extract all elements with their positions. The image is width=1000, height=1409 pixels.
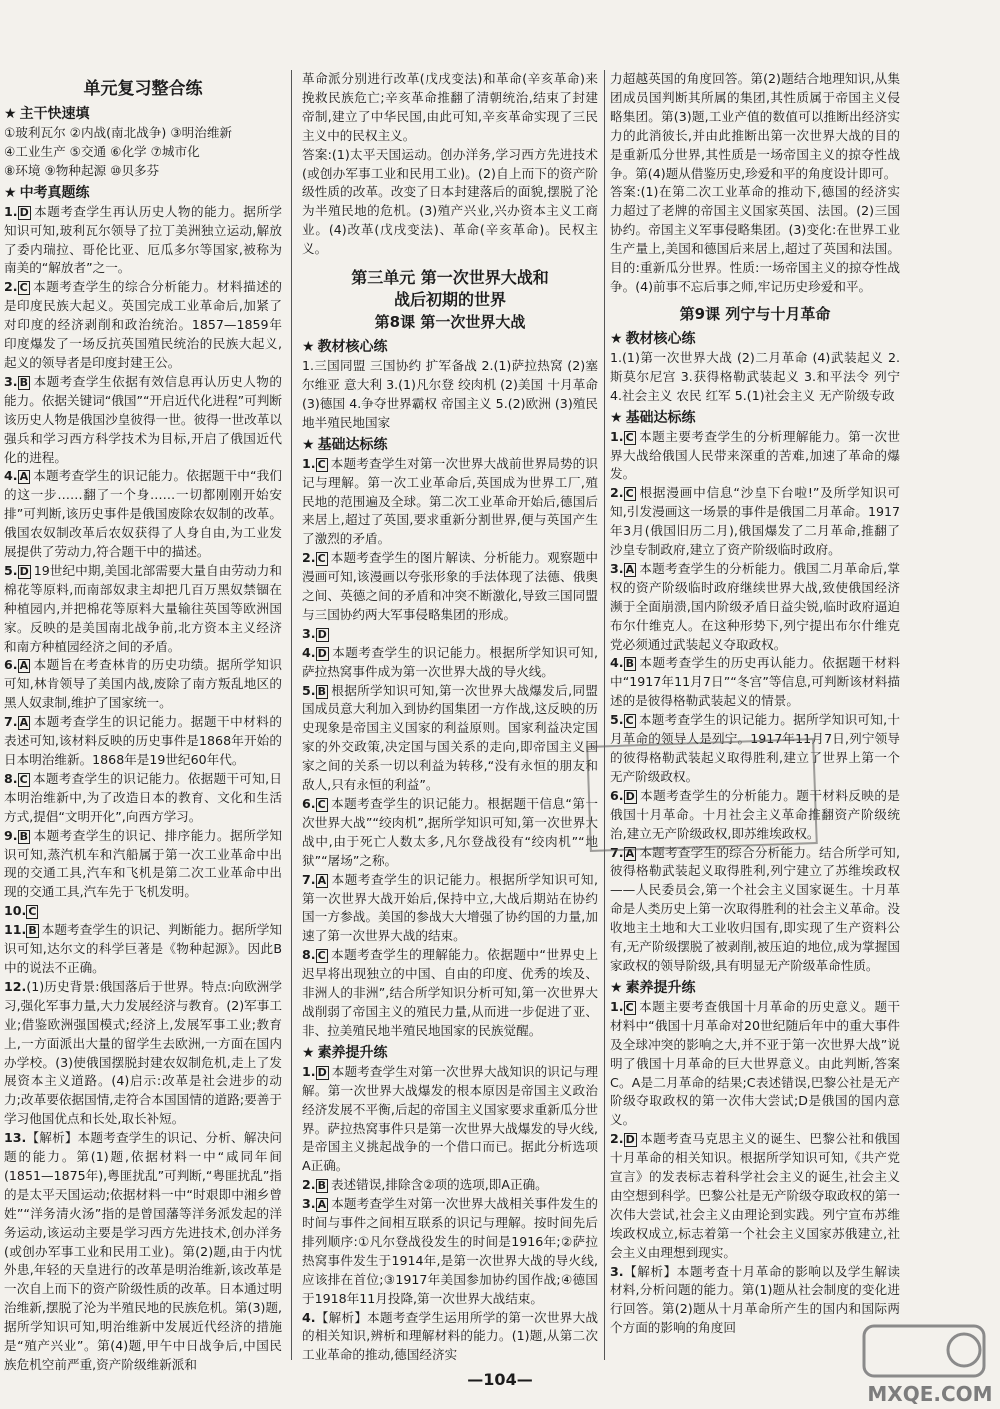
fill-in-answers — [4, 124, 282, 181]
star-icon: ★ — [302, 436, 315, 453]
answer-list — [302, 455, 598, 1041]
item-number: 2. — [302, 1177, 316, 1193]
answer-item — [4, 770, 282, 827]
section-heading: ★ 素养提升练 — [302, 1044, 388, 1061]
text-line: 1.(1)第一次世界大战 (2)二月革命 (4)武装起义 2.斯莫尔尼宫 3.获得格勒武装起义 3.和平法令 列宁 4.社会主义 农民 红军 5.(1)社会主义 无产阶级专政 — [610, 349, 900, 403]
item-text: 本题考查马克思主义的诞生、巴黎公社和俄国十月革命的相关知识。根据所学知识可知,《共产党宣言》的发表标志着科学社会主义的诞生,社会主义由空想到科学。巴黎公社是无产阶级夺取政权的第一次伟大尝试,社会主义由理论到实践。列宁宣布苏维埃政权成立,标志着第一个社会主义国家苏俄建立,社会主义由理想到现实。 — [610, 1131, 900, 1260]
answer-item — [610, 1130, 900, 1262]
answer-item — [302, 682, 598, 795]
answer-item — [302, 455, 598, 550]
answer-item — [302, 795, 598, 871]
answer-choice-box: D — [19, 564, 29, 578]
star-icon: ★ — [610, 979, 623, 996]
item-text: 根据漫画中信息“沙皇下台啦!”及所学知识可知,引发漫画这一场景的事件是俄国二月革命。1917年3月(俄国旧历二月),俄国爆发了二月革命,推翻了沙皇专制政府,建立了资产阶级临时政府。 — [610, 485, 900, 558]
answer-choice-box: D — [625, 1133, 635, 1147]
item-number: 2. — [302, 550, 316, 566]
answer-item — [302, 1063, 598, 1176]
answer-item — [610, 1263, 900, 1339]
answer-choice-box: C — [28, 905, 37, 919]
page-number: —104— — [467, 1370, 533, 1389]
answer-choice-box: C — [317, 457, 326, 471]
item-text: 本题考查学生的识记、排序能力。据所学知识可知,蒸汽机车和汽船属于第一次工业革命中出现的交通工具,汽车和飞机是第二次工业革命中出现的交通工具,汽车先于飞机发明。 — [4, 827, 282, 900]
item-number: 1. — [302, 1063, 316, 1079]
answer-item — [302, 1309, 598, 1366]
continued-text — [610, 70, 900, 297]
item-number: 8. — [4, 770, 18, 786]
answer-item — [302, 1176, 598, 1195]
item-text: 本题考查学生再认历史人物的能力。据所学知识可知,玻利瓦尔领导了拉丁美洲独立运动,解放了委内瑞拉、哥伦比亚、厄瓜多尔等国家,被称为南美的“解放者”之一。 — [4, 203, 282, 276]
answer-item — [610, 560, 900, 655]
section-heading: ★ 中考真题练 — [4, 184, 90, 201]
item-text: 本题考查学生的识记能力。依据题干中“我们的这一步……翻了一个身……一切都刚刚开始安排”可判断,该历史事件是俄国废除农奴制的改革。俄国农奴制改革后农奴获得了人身自由,为工业发展提供了劳动力,符合题干中的描述。 — [4, 468, 282, 560]
answer-item — [610, 654, 900, 711]
section-heading: ★ 基础达标练 — [610, 409, 696, 426]
answer-item — [302, 549, 598, 625]
answer-choice-box: B — [317, 684, 326, 698]
answer-item — [610, 844, 900, 976]
item-text: 本题考查学生的识记能力。据题干中材料的表述可知,该材料反映的历史事件是1868年开始的日本明治维新。1868年是19世纪60年代。 — [4, 714, 282, 767]
answer-item — [4, 562, 282, 657]
text-line: 力超越英国的角度回答。第(2)题结合地理知识,从集团成员国判断其所属的集团,其性质属于帝国主义侵略集团。第(3)题,工业产值的数值可以推断出经济实力的此消彼长,并由此推断出第一次世界大战的目的是重新瓜分世界,其性质是一场帝国主义的掠夺性战争。第(4)题从借鉴历史,珍爱和平的角度设计即可。 — [610, 71, 900, 181]
item-text: 本题考查学生的综合分析能力。结合所学可知,彼得格勒武装起义取得胜利,列宁建立了苏维埃政权——人民委员会,第一个社会主义国家诞生。十月革命是人类历史上第一次取得胜利的社会主义革命。没收地主土地和大工业收归国有,即实现了生产资料公有,无产阶级摆脱了被剥削,被压迫的地位,成为掌握国家政权的领导阶级,具有明显无产阶级革命性质。 — [610, 844, 900, 973]
item-text: 本题考查学生的识记能力。根据所学知识可知,第一次世界大战开始后,保持中立,大战后期站在协约国一方参战。美国的参战大大增强了协约国的力量,加速了第一次世界大战的结束。 — [302, 871, 598, 944]
item-number: 10. — [4, 903, 27, 919]
answer-item — [610, 428, 900, 485]
item-number: 4. — [302, 644, 316, 660]
answer-choice-box: A — [19, 659, 29, 673]
column-divider — [604, 70, 605, 1360]
unit-title: 第三单元 第一次世界大战和 战后初期的世界 — [351, 268, 549, 310]
item-number: 5. — [610, 712, 624, 728]
item-number: 8. — [302, 947, 316, 963]
item-text: (1)历史背景:俄国落后于世界。特点:向欧洲学习,强化军事力量,大力发展经济与教育。(2)军事工业;借鉴欧洲强国模式;经济上,发展军事工业;教育上,一方面派出大量的留学生去欧洲,一方面在国内办学校。(3)使俄国摆脱封建农奴制危机,走上了发展资本主义道路。(4)启示:改革是社会进步的动力;改革要依据国情,走符合本国国情的道路;要善于学习他国优点和长处,取长补短。 — [4, 978, 282, 1127]
item-text: 本题考查学生的历史再认能力。依据题干材料中“1917年11月7日”“冬宫”等信息,可判断该材料描述的是彼得格勒武装起义的情景。 — [610, 655, 900, 709]
text-line: ①玻利瓦尔 ②内战(南北战争) ③明治维新 — [4, 125, 233, 140]
answer-choice-box: D — [317, 627, 327, 641]
text-line: 答案:(1)太平天国运动。创办洋务,学习西方先进技术(或创办军事工业和民用工业)。(2)自上而下的资产阶级性质的改革。改变了日本封建落后的面貌,摆脱了沦为半殖民地的危机。(3)殖产兴业,兴办资本主义工商业。(4)改革(戊戌变法)、革命(辛亥革命)。民权主义。 — [302, 146, 598, 257]
watermark-seal-icon — [860, 1320, 990, 1382]
item-number: 7. — [4, 714, 18, 730]
answer-choice-box: C — [19, 772, 28, 786]
item-number: 1. — [610, 428, 624, 444]
answer-item — [4, 978, 282, 1129]
item-text: 【解析】本题考查十月革命的影响以及学生解读材料,分析问题的能力。第(1)题从社会制度的变化进行回答。第(2)题从十月革命所产生的国内和国际两个方面的影响的角度回 — [610, 1263, 900, 1336]
item-number: 3. — [302, 625, 316, 641]
item-number: 6. — [302, 796, 316, 811]
item-number: 5. — [302, 682, 316, 698]
answer-item — [4, 203, 282, 279]
column-divider — [291, 70, 292, 1360]
answer-choice-box: C — [625, 487, 634, 501]
answer-choice-box: C — [317, 949, 326, 963]
answer-choice-box: D — [625, 789, 635, 803]
section-heading: ★ 素养提升练 — [610, 979, 696, 996]
answer-list — [302, 1063, 598, 1366]
answer-choice-box: C — [625, 1000, 634, 1014]
watermark-logo — [860, 1320, 993, 1406]
star-icon: ★ — [4, 106, 17, 122]
answer-choice-box: C — [625, 714, 634, 728]
answer-item — [302, 871, 598, 947]
answer-choice-box: A — [625, 846, 635, 860]
star-icon: ★ — [4, 184, 17, 201]
answer-item — [302, 625, 598, 644]
star-icon: ★ — [610, 409, 623, 426]
answer-choice-box: B — [317, 1179, 326, 1193]
item-number: 3. — [610, 1263, 624, 1279]
item-text: 【解析】本题考查学生的识记、分析、解决问题的能力。第(1)题,依据材料一中“咸同年间(1851—1875年),粤匪扰乱”可判断,“粤匪扰乱”指的是太平天国运动;依据材料一中“时艰即中湘乡曾姓”“洋务清火汤”指的是曾国藩等洋务派发起的洋务运动,该运动主要是学习西方先进技术,创办洋务(或创办军事工业和民用工业)。第(2)题,由于内忧外患,年轻的天皇进行的改革是明治维新,该改革是一次自上而下的资产阶级性质的改革。日本通过明治维新,摆脱了沦为半殖民地的民族危机。第(3)题,据所学知识可知,明治维新中发展近代经济的措施是“殖产兴业”。第(4)题,甲午中日战争后,中国民族危机空前严重,资产阶级维新派和 — [4, 1130, 282, 1372]
answer-list — [610, 998, 900, 1338]
answer-item — [4, 278, 282, 373]
item-text: 表述错误,排除含②项的选项,即A正确。 — [330, 1177, 548, 1193]
item-text: 【解析】本题考查学生运用所学的第一次世界大战的相关知识,辨析和理解材料的能力。(1)题,从第二次工业革命的推动,德国经济实 — [302, 1309, 598, 1363]
section-title: 单元复习整合练 — [83, 79, 203, 99]
item-text: 本题考查学生的识记、判断能力。据所学知识可知,达尔文的科学巨著是《物种起源》。因此B中的说法不正确。 — [4, 922, 282, 975]
item-number: 4. — [610, 655, 624, 671]
answer-item — [610, 484, 900, 560]
answer-choice-box: A — [625, 562, 635, 576]
item-text: 本题考查学生依据有效信息再认历史人物的能力。依据关键词“俄国”“开启近代化进程”可判断该历史人物是俄国沙皇彼得一世。彼得一世改革以强兵和学习西方科学技术为目标,开启了俄国近代化的进程。 — [4, 373, 282, 465]
answer-choice-box: C — [19, 281, 28, 295]
item-number: 2. — [610, 485, 624, 501]
answer-choice-box: D — [317, 1065, 327, 1079]
text-line: 革命派分别进行改革(戊戌变法)和革命(辛亥革命)来挽救民族危亡;辛亥革命推翻了清朝统治,结束了封建帝制,建立了中华民国,由此可知,辛亥革命实现了三民主义中的民权主义。 — [302, 71, 598, 143]
item-number: 12. — [4, 978, 27, 994]
answer-item — [4, 1129, 282, 1375]
item-text: 根据所学知识可知,第一次世界大战爆发后,同盟国成员意大利加入到协约国集团一方作战,这反映的历史现象是帝国主义国家的利益原则。国家利益决定国家的外交政策,决定国与国关系的走向,即帝国主义国家之间的关系一切以利益为转移,“没有永恒的朋友和敌人,只有永恒的利益”。 — [302, 682, 598, 793]
answer-item — [302, 644, 598, 682]
text-line: ⑧环境 ⑨物种起源 ⑩贝多芬 — [4, 162, 160, 178]
answer-choice-box: C — [317, 552, 326, 566]
item-text: 本题主要考查俄国十月革命的历史意义。题干材料中“俄国十月革命对20世纪随后年中的重大事件及全球冲突的影响之大,并不亚于第一次世界大战”说明了俄国十月革命的巨大世界意义。由此判断,答案C。A是二月革命的结果;C表述错误,巴黎公社是无产阶级夺取政权的第一次伟大尝试;D是俄国的国内意义。 — [610, 998, 900, 1128]
item-text: 本题考查学生的识记能力。据所学知识可知,十月革命的领导人是列宁。1917年11月7日,列宁领导的彼得格勒武装起义取得胜利,建立了世界上第一个无产阶级政权。 — [610, 712, 900, 784]
item-text: 本题考查学生的识记能力。依据题干可知,日本明治维新中,为了改造日本的教育、文化和生活方式,提倡“文明开化”,向西方学习。 — [4, 770, 282, 824]
answer-choice-box: B — [19, 829, 28, 843]
answer-item — [4, 902, 282, 921]
answer-choice-box: A — [19, 716, 29, 730]
item-number: 2. — [610, 1131, 624, 1147]
text-line: 1.三国同盟 三国协约 扩军备战 2.(1)萨拉热窝 (2)塞尔维亚 意大利 3.(1)凡尔登 绞肉机 (2)美国 十月革命 (3)德国 4.争夺世界霸权 帝国主义 5.(2)欧洲 (3)殖民地半殖民地国家 — [302, 358, 598, 430]
item-text: 本题考查学生的识记能力。根据所学知识可知,萨拉热窝事件成为第一次世界大战的导火线。 — [302, 644, 598, 679]
fill-in-answers — [610, 349, 900, 406]
item-number: 1. — [302, 455, 316, 471]
column-left — [4, 70, 282, 1370]
item-text: 本题考查学生对第一次世界大战知识的识记与理解。第一次世界大战爆发的根本原因是帝国主义政治经济发展不平衡,后起的帝国主义国家要求重新瓜分世界。萨拉热窝事件只是第一次世界大战爆发的导火线,是帝国主义挑起战争的一个借口而已。据此分析选项A正确。 — [302, 1063, 598, 1174]
answer-choice-box: B — [28, 924, 37, 938]
item-number: 7. — [610, 844, 624, 860]
item-number: 9. — [4, 827, 18, 843]
lesson-title: 第8课 第一次世界大战 — [374, 313, 526, 332]
star-icon: ★ — [302, 339, 315, 356]
section-heading: ★ 基础达标练 — [302, 436, 388, 453]
section-heading: ★ 教材核心练 — [610, 330, 696, 347]
item-number: 3. — [4, 373, 18, 389]
lesson-title: 第9课 列宁与十月革命 — [679, 304, 831, 323]
item-number: 7. — [302, 871, 316, 887]
item-text: 本题考查学生的理解能力。依据题中“世界史上迟早将出现独立的中国、自由的印度、优秀的埃及、非洲人的非洲”,结合所学知识分析可知,第一次世界大战削弱了帝国主义的殖民力量,从而进一步促进了亚、非、拉美殖民地半殖民地国家的民族觉醒。 — [302, 947, 598, 1038]
star-icon: ★ — [610, 330, 623, 347]
item-number: 6. — [610, 787, 624, 803]
answer-choice-box: A — [19, 470, 29, 484]
answer-choice-box: D — [19, 205, 29, 219]
answer-item — [4, 713, 282, 770]
text-line: 答案:(1)在第二次工业革命的推动下,德国的经济实力超过了老牌的帝国主义国家英国、法国。(2)三国协约。帝国主义军事侵略集团。(3)变化:在世界工业生产量上,美国和德国后来居上,超过了英国和法国。目的:重新瓜分世界。性质:一场帝国主义的掠夺性战争。(4)前事不忘后事之师,牢记历史珍爱和平。 — [610, 184, 900, 294]
answer-choice-box: C — [625, 430, 634, 444]
column-right — [610, 70, 900, 1336]
watermark-text: MXQE.COM — [867, 1382, 993, 1406]
section-heading: ★ 教材核心练 — [302, 339, 388, 356]
answer-item — [4, 827, 282, 903]
item-number: 3. — [302, 1196, 316, 1212]
item-text: 本题考查学生对第一次世界大战相关事件发生的时间与事件之间相互联系的识记与理解。按时间先后排列顺序:①凡尔登战役发生的时间是1916年;②萨拉热窝事件发生于1914年,是第一次世界大战的导火线,应该排在首位;③1917年美国参加协约国作战;④德国于1918年11月投降,第一次世界大战结束。 — [302, 1196, 598, 1306]
overlaid-stamp-image — [586, 738, 818, 852]
answer-choice-box: C — [317, 798, 326, 811]
item-text: 本题考查学生对第一次世界大战前世界局势的识记与理解。第一次工业革命后,英国成为世界工厂,殖民地的范围遍及全球。第二次工业革命开始后,德国后来居上,超过了英国,要求重新分割世界,便与英国产生了激烈的矛盾。 — [302, 455, 598, 547]
item-number: 1. — [4, 203, 18, 219]
item-number: 13. — [4, 1130, 27, 1146]
answer-choice-box: D — [317, 646, 327, 660]
fill-in-answers — [302, 357, 598, 433]
answer-choice-box: B — [19, 375, 28, 389]
answer-choice-box: B — [625, 657, 634, 671]
item-number: 1. — [610, 998, 624, 1014]
answer-item — [4, 373, 282, 468]
answer-item — [302, 946, 598, 1041]
item-number: 3. — [610, 560, 624, 576]
item-text: 本题考查学生的分析能力。题干材料反映的是俄国十月革命。十月社会主义革命推翻资产阶级统治,建立无产阶级政权,即苏维埃政权。 — [610, 787, 900, 841]
answer-item — [302, 1195, 598, 1308]
column-middle — [302, 70, 598, 1370]
star-icon: ★ — [302, 1044, 315, 1061]
item-text: 本题考查学生的图片解读、分析能力。观察题中漫画可知,该漫画以夸张形象的手法体现了法德、俄奥之间、英德之间的矛盾和冲突不断激化,导致三国同盟与三国协约两大军事侵略集团的形成。 — [302, 550, 598, 622]
continued-text — [302, 70, 598, 259]
item-number: 6. — [4, 657, 18, 673]
answer-item — [4, 656, 282, 713]
item-number: 2. — [4, 279, 18, 295]
answer-list — [4, 203, 282, 1375]
answer-item — [610, 998, 900, 1130]
answer-list — [610, 428, 900, 976]
section-heading: ★ 主干快速填 — [4, 106, 90, 122]
item-text: 本题考查学生的综合分析能力。材料描述的是印度民族大起义。英国完成工业革命后,加紧了对印度的经济剥削和政治统治。1857—1859年印度爆发了一场反抗英国殖民统治的民族大起义,起义的领导者是印度封建王公。 — [4, 279, 282, 370]
item-text: 本题主要考查学生的分析理解能力。第一次世界大战给俄国人民带来深重的苦难,加速了革命的爆发。 — [610, 428, 900, 482]
item-text: 19世纪中期,美国北部需要大量自由劳动力和棉花等原料,而南部奴隶主却把几百万黑奴禁锢在种植园内,并把棉花等原料大量输往英国等欧洲国家。反映的是美国南北战争前,北方资本主义经济和南方种植园经济之间的矛盾。 — [4, 562, 282, 654]
item-text: 本题考查学生的识记能力。根据题干信息“第一次世界大战”“绞肉机”,据所学知识可知,第一次世界大战中,由于死亡人数太多,凡尔登战役有“绞肉机”“地狱”“屠场”之称。 — [302, 796, 598, 868]
answer-choice-box: A — [317, 873, 327, 887]
text-line: ④工业生产 ⑤交通 ⑥化学 ⑦城市化 — [4, 143, 200, 159]
item-text: 本题考查学生的分析能力。俄国二月革命后,掌权的资产阶级临时政府继续世界大战,致使俄国经济濒于全面崩溃,国内阶级矛盾日益尖锐,临时政府逼迫布尔什维克人。在这种形势下,列宁提出布尔什维克党必须通过武装起义夺取政权。 — [610, 560, 900, 652]
answer-choice-box: A — [317, 1198, 327, 1212]
item-number: 5. — [4, 562, 18, 578]
item-number: 11. — [4, 922, 27, 938]
item-number: 4. — [302, 1309, 316, 1325]
answer-item — [4, 467, 282, 562]
item-text: 本题旨在考查林肯的历史功绩。据所学知识可知,林肯领导了美国内战,废除了南方叛乱地区的黑人奴隶制,维护了国家统一。 — [4, 657, 282, 711]
answer-item — [4, 921, 282, 978]
item-number: 4. — [4, 468, 18, 484]
